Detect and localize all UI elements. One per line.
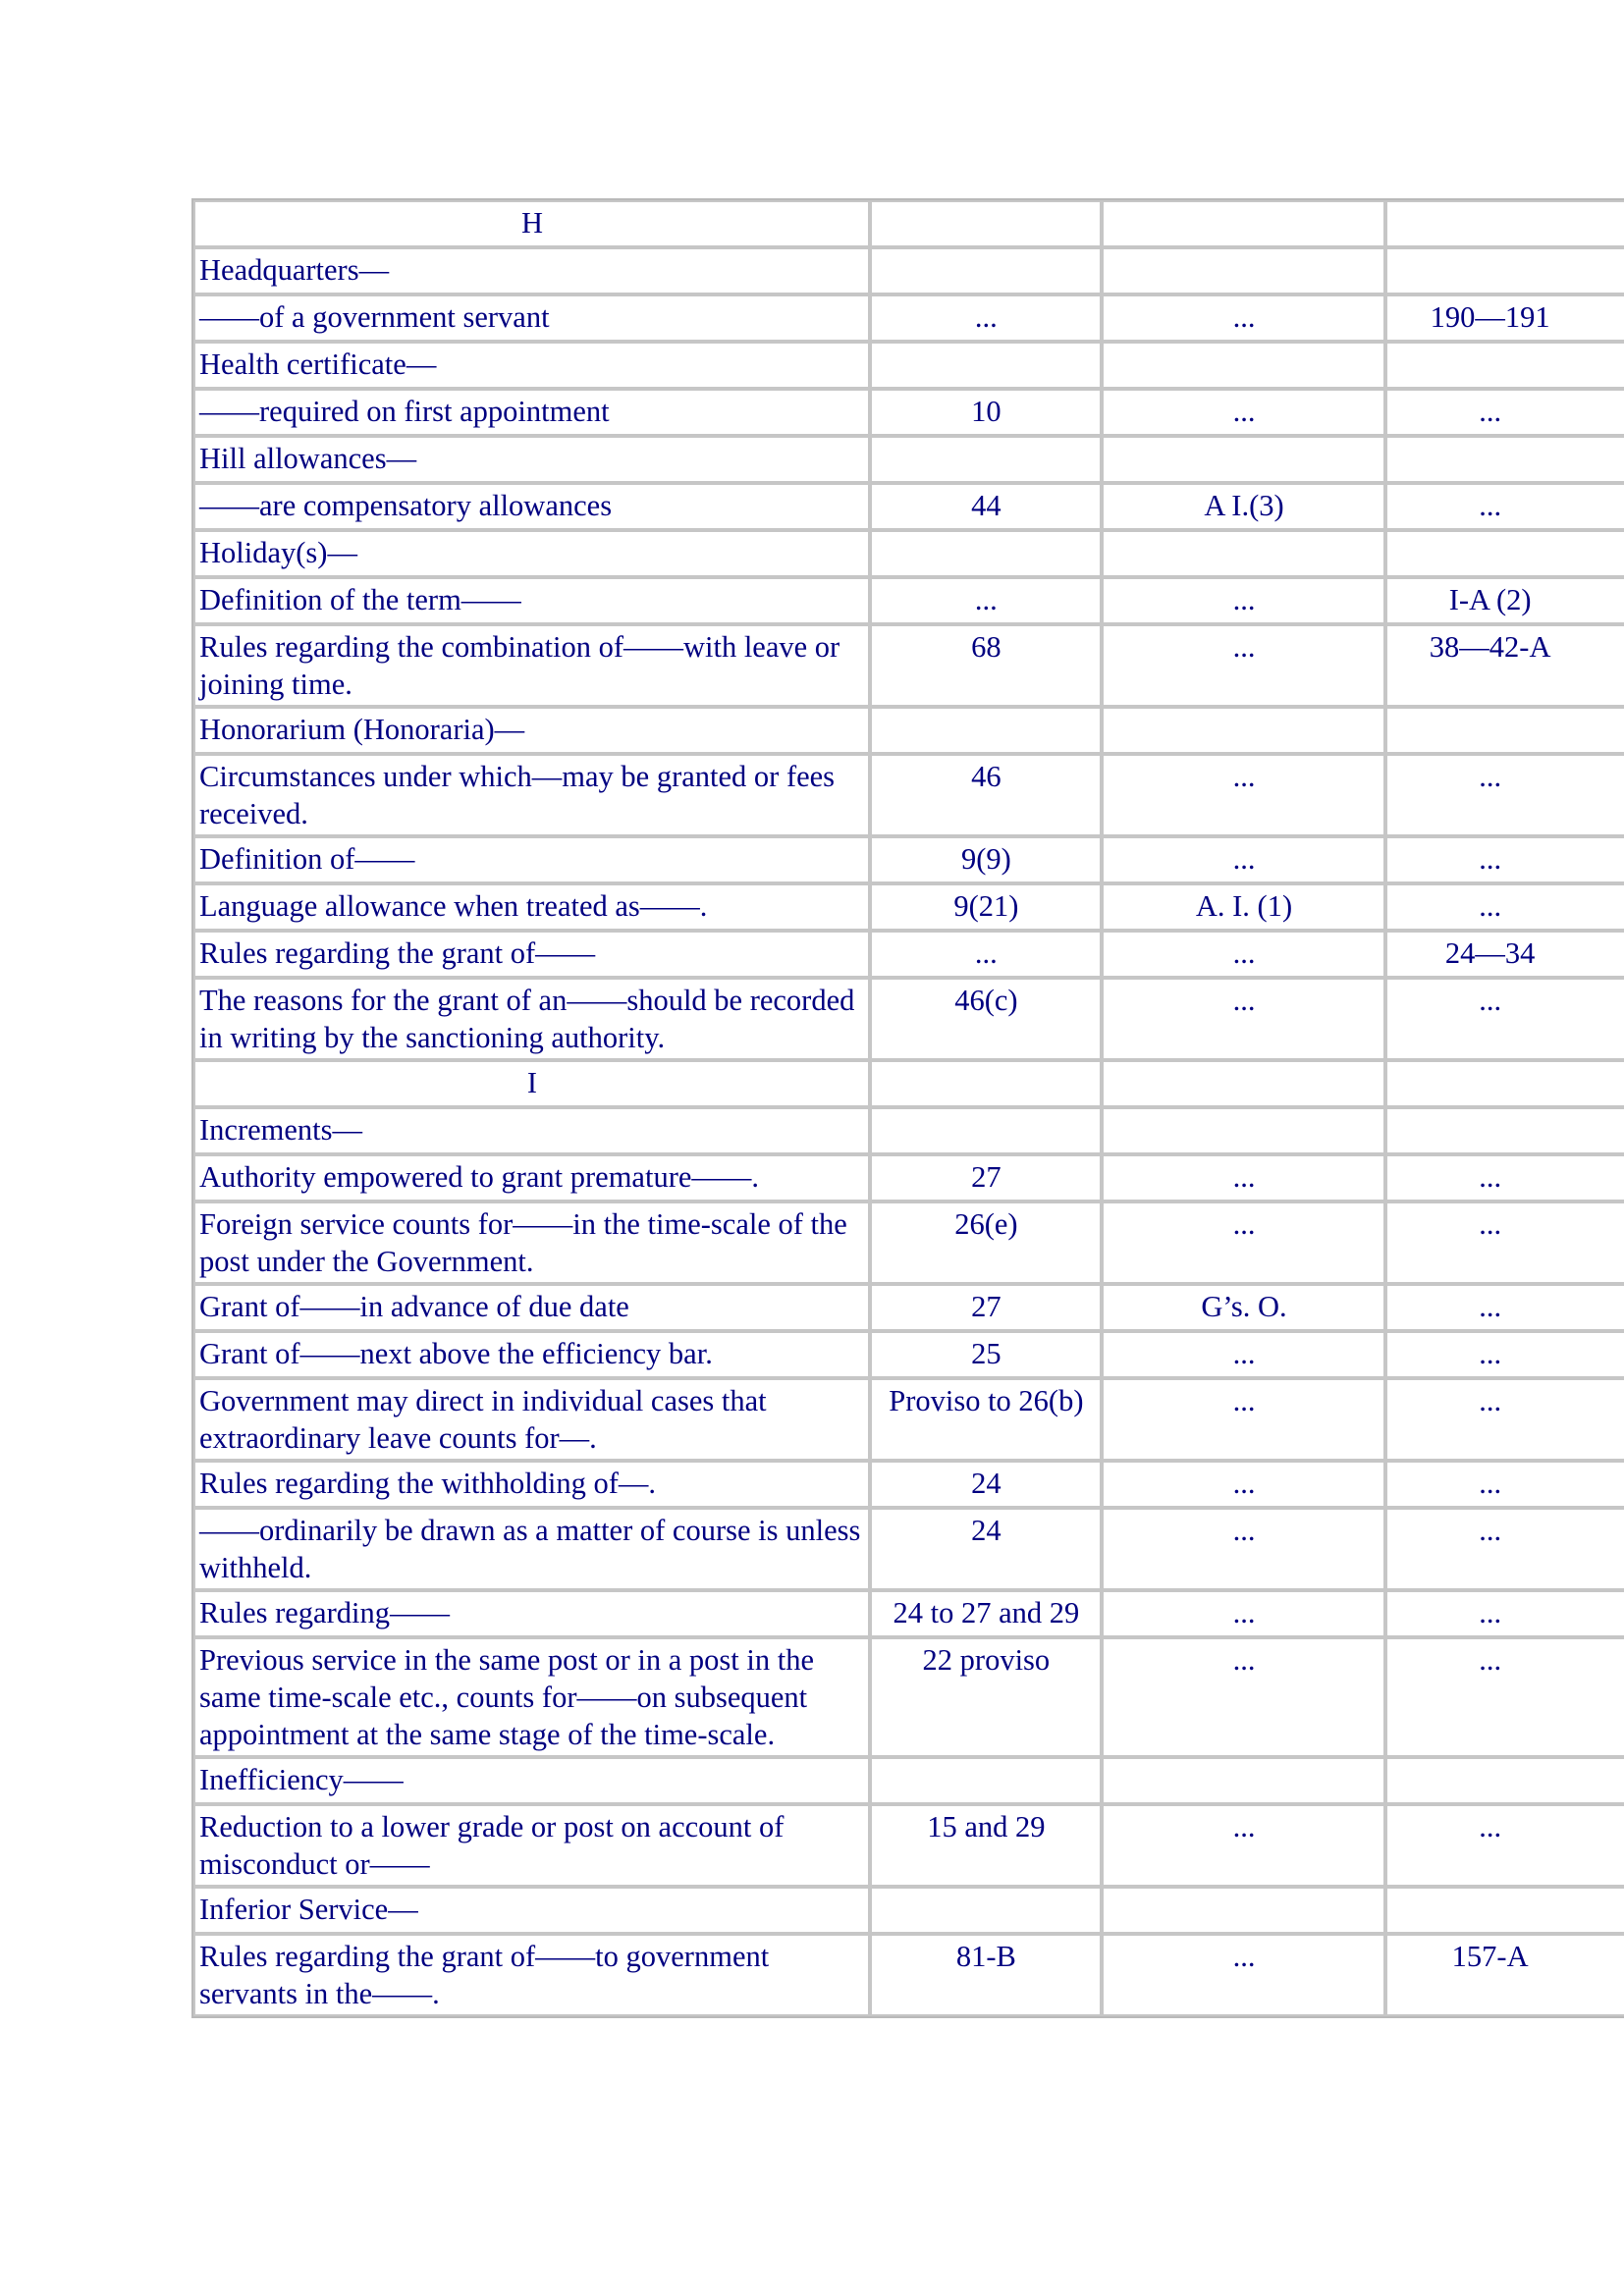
table-row bbox=[193, 1154, 1624, 1201]
table-row bbox=[193, 1590, 1624, 1637]
subject-heading: Honorarium (Honoraria)— bbox=[193, 707, 870, 754]
appendix-ref-cell: ... bbox=[1102, 389, 1386, 436]
subject-cell: Grant of——next above the efficiency bar. bbox=[193, 1331, 870, 1378]
appendix-ref-cell: ... bbox=[1102, 978, 1386, 1060]
rule-ref-cell bbox=[870, 530, 1102, 577]
page-ref-cell: 24—34 bbox=[1385, 931, 1624, 978]
appendix-ref-cell bbox=[1102, 342, 1386, 389]
section-letter: H bbox=[193, 200, 870, 247]
appendix-ref-cell: ... bbox=[1102, 836, 1386, 883]
page-ref-cell: ... bbox=[1385, 1804, 1624, 1887]
subject-cell: Language allowance when treated as——. bbox=[193, 883, 870, 931]
subject-cell: Previous service in the same post or in a post in the same time-scale etc., counts for——on subsequent appointment at the same stage of the time-scale. bbox=[193, 1637, 870, 1757]
table-row bbox=[193, 389, 1624, 436]
rule-ref-cell bbox=[870, 1757, 1102, 1804]
appendix-ref-cell: ... bbox=[1102, 1508, 1386, 1590]
appendix-ref-cell: ... bbox=[1102, 1590, 1386, 1637]
page-ref-cell bbox=[1385, 342, 1624, 389]
letter-row bbox=[193, 1060, 1624, 1107]
subject-cell: Rules regarding—— bbox=[193, 1590, 870, 1637]
heading-row bbox=[193, 436, 1624, 483]
table-row bbox=[193, 624, 1624, 707]
rule-ref-cell: ... bbox=[870, 294, 1102, 342]
appendix-ref-cell: ... bbox=[1102, 931, 1386, 978]
index-table-body bbox=[193, 200, 1624, 2016]
subject-cell: Grant of——in advance of due date bbox=[193, 1284, 870, 1331]
table-row bbox=[193, 978, 1624, 1060]
subject-cell: Definition of the term—— bbox=[193, 577, 870, 624]
table-row bbox=[193, 1508, 1624, 1590]
rule-ref-cell: 15 and 29 bbox=[870, 1804, 1102, 1887]
rule-ref-cell: 25 bbox=[870, 1331, 1102, 1378]
rule-ref-cell: Proviso to 26(b) bbox=[870, 1378, 1102, 1461]
page-ref-cell: 157-A bbox=[1385, 1934, 1624, 2016]
appendix-ref-cell bbox=[1102, 530, 1386, 577]
subject-cell: Rules regarding the grant of——to government servants in the——. bbox=[193, 1934, 870, 2016]
table-row bbox=[193, 483, 1624, 530]
table-row bbox=[193, 1934, 1624, 2016]
page-ref-cell bbox=[1385, 530, 1624, 577]
table-row bbox=[193, 1284, 1624, 1331]
index-table bbox=[191, 198, 1624, 2018]
page-ref-cell bbox=[1385, 200, 1624, 247]
appendix-ref-cell: ... bbox=[1102, 294, 1386, 342]
rule-ref-cell: 81-B bbox=[870, 1934, 1102, 2016]
rule-ref-cell: 9(9) bbox=[870, 836, 1102, 883]
appendix-ref-cell: ... bbox=[1102, 1378, 1386, 1461]
rule-ref-cell bbox=[870, 436, 1102, 483]
page-ref-cell: ... bbox=[1385, 754, 1624, 836]
section-letter: I bbox=[193, 1060, 870, 1107]
appendix-ref-cell: ... bbox=[1102, 1201, 1386, 1284]
appendix-ref-cell bbox=[1102, 200, 1386, 247]
table-row bbox=[193, 883, 1624, 931]
heading-row bbox=[193, 1757, 1624, 1804]
heading-row bbox=[193, 530, 1624, 577]
subject-heading: Holiday(s)— bbox=[193, 530, 870, 577]
appendix-ref-cell: ... bbox=[1102, 1331, 1386, 1378]
rule-ref-cell: ... bbox=[870, 931, 1102, 978]
subject-cell: The reasons for the grant of an——should be recorded in writing by the sanctioning authority. bbox=[193, 978, 870, 1060]
subject-cell: Authority empowered to grant premature——. bbox=[193, 1154, 870, 1201]
page-ref-cell bbox=[1385, 1757, 1624, 1804]
table-row bbox=[193, 1461, 1624, 1508]
page-ref-cell: ... bbox=[1385, 1637, 1624, 1757]
page-ref-cell: ... bbox=[1385, 1461, 1624, 1508]
appendix-ref-cell bbox=[1102, 1887, 1386, 1934]
heading-row bbox=[193, 1107, 1624, 1154]
subject-cell: Rules regarding the combination of——with leave or joining time. bbox=[193, 624, 870, 707]
appendix-ref-cell: ... bbox=[1102, 1637, 1386, 1757]
subject-cell: ——required on first appointment bbox=[193, 389, 870, 436]
rule-ref-cell: 44 bbox=[870, 483, 1102, 530]
table-row bbox=[193, 931, 1624, 978]
rule-ref-cell: 24 bbox=[870, 1508, 1102, 1590]
rule-ref-cell: 46(c) bbox=[870, 978, 1102, 1060]
heading-row bbox=[193, 247, 1624, 294]
rule-ref-cell bbox=[870, 1107, 1102, 1154]
subject-cell: Government may direct in individual cases that extraordinary leave counts for—. bbox=[193, 1378, 870, 1461]
rule-ref-cell bbox=[870, 1887, 1102, 1934]
rule-ref-cell bbox=[870, 707, 1102, 754]
subject-cell: Rules regarding the withholding of—. bbox=[193, 1461, 870, 1508]
appendix-ref-cell: ... bbox=[1102, 624, 1386, 707]
page-ref-cell: ... bbox=[1385, 389, 1624, 436]
rule-ref-cell: 24 to 27 and 29 bbox=[870, 1590, 1102, 1637]
rule-ref-cell: 27 bbox=[870, 1154, 1102, 1201]
subject-heading: Hill allowances— bbox=[193, 436, 870, 483]
page-ref-cell bbox=[1385, 1060, 1624, 1107]
appendix-ref-cell: ... bbox=[1102, 1804, 1386, 1887]
rule-ref-cell bbox=[870, 1060, 1102, 1107]
appendix-ref-cell: G’s. O. bbox=[1102, 1284, 1386, 1331]
appendix-ref-cell: A. I. (1) bbox=[1102, 883, 1386, 931]
rule-ref-cell: 9(21) bbox=[870, 883, 1102, 931]
subject-heading: Inefficiency—— bbox=[193, 1757, 870, 1804]
page-ref-cell bbox=[1385, 436, 1624, 483]
rule-ref-cell bbox=[870, 200, 1102, 247]
rule-ref-cell: 24 bbox=[870, 1461, 1102, 1508]
appendix-ref-cell: ... bbox=[1102, 754, 1386, 836]
appendix-ref-cell: ... bbox=[1102, 1934, 1386, 2016]
page-ref-cell: ... bbox=[1385, 1378, 1624, 1461]
page-ref-cell: ... bbox=[1385, 1284, 1624, 1331]
letter-row bbox=[193, 200, 1624, 247]
rule-ref-cell: 27 bbox=[870, 1284, 1102, 1331]
appendix-ref-cell bbox=[1102, 707, 1386, 754]
subject-heading: Health certificate— bbox=[193, 342, 870, 389]
table-row bbox=[193, 1378, 1624, 1461]
page-ref-cell: ... bbox=[1385, 1331, 1624, 1378]
subject-cell: Reduction to a lower grade or post on account of misconduct or—— bbox=[193, 1804, 870, 1887]
appendix-ref-cell bbox=[1102, 1107, 1386, 1154]
page-ref-cell: ... bbox=[1385, 1201, 1624, 1284]
table-row bbox=[193, 1804, 1624, 1887]
heading-row bbox=[193, 707, 1624, 754]
subject-heading: Headquarters— bbox=[193, 247, 870, 294]
subject-cell: Definition of—— bbox=[193, 836, 870, 883]
subject-cell: Rules regarding the grant of—— bbox=[193, 931, 870, 978]
subject-heading: Inferior Service— bbox=[193, 1887, 870, 1934]
subject-cell: ——of a government servant bbox=[193, 294, 870, 342]
subject-cell: ——are compensatory allowances bbox=[193, 483, 870, 530]
table-row bbox=[193, 1331, 1624, 1378]
table-row bbox=[193, 577, 1624, 624]
appendix-ref-cell bbox=[1102, 436, 1386, 483]
page-ref-cell bbox=[1385, 1107, 1624, 1154]
page-ref-cell: ... bbox=[1385, 883, 1624, 931]
heading-row bbox=[193, 342, 1624, 389]
rule-ref-cell: 68 bbox=[870, 624, 1102, 707]
page-ref-cell: ... bbox=[1385, 483, 1624, 530]
page-ref-cell: ... bbox=[1385, 1154, 1624, 1201]
appendix-ref-cell bbox=[1102, 1060, 1386, 1107]
page-ref-cell bbox=[1385, 707, 1624, 754]
rule-ref-cell: 22 proviso bbox=[870, 1637, 1102, 1757]
page-ref-cell: 190—191 bbox=[1385, 294, 1624, 342]
table-row bbox=[193, 1201, 1624, 1284]
appendix-ref-cell: ... bbox=[1102, 1461, 1386, 1508]
page-ref-cell: ... bbox=[1385, 1508, 1624, 1590]
rule-ref-cell: 46 bbox=[870, 754, 1102, 836]
subject-cell: Foreign service counts for——in the time-scale of the post under the Government. bbox=[193, 1201, 870, 1284]
subject-cell: ——ordinarily be drawn as a matter of course is unless withheld. bbox=[193, 1508, 870, 1590]
subject-cell: Circumstances under which—may be granted or fees received. bbox=[193, 754, 870, 836]
rule-ref-cell bbox=[870, 342, 1102, 389]
rule-ref-cell bbox=[870, 247, 1102, 294]
appendix-ref-cell: ... bbox=[1102, 1154, 1386, 1201]
page-ref-cell: I-A (2) bbox=[1385, 577, 1624, 624]
heading-row bbox=[193, 1887, 1624, 1934]
rule-ref-cell: 26(e) bbox=[870, 1201, 1102, 1284]
table-row bbox=[193, 754, 1624, 836]
table-row bbox=[193, 1637, 1624, 1757]
table-row bbox=[193, 294, 1624, 342]
page-ref-cell: 38—42-A bbox=[1385, 624, 1624, 707]
subject-heading: Increments— bbox=[193, 1107, 870, 1154]
appendix-ref-cell: ... bbox=[1102, 577, 1386, 624]
page-ref-cell: ... bbox=[1385, 978, 1624, 1060]
table-row bbox=[193, 836, 1624, 883]
appendix-ref-cell: A I.(3) bbox=[1102, 483, 1386, 530]
page-ref-cell bbox=[1385, 247, 1624, 294]
rule-ref-cell: 10 bbox=[870, 389, 1102, 436]
page-ref-cell: ... bbox=[1385, 1590, 1624, 1637]
rule-ref-cell: ... bbox=[870, 577, 1102, 624]
page-ref-cell bbox=[1385, 1887, 1624, 1934]
appendix-ref-cell bbox=[1102, 1757, 1386, 1804]
page-ref-cell: ... bbox=[1385, 836, 1624, 883]
appendix-ref-cell bbox=[1102, 247, 1386, 294]
